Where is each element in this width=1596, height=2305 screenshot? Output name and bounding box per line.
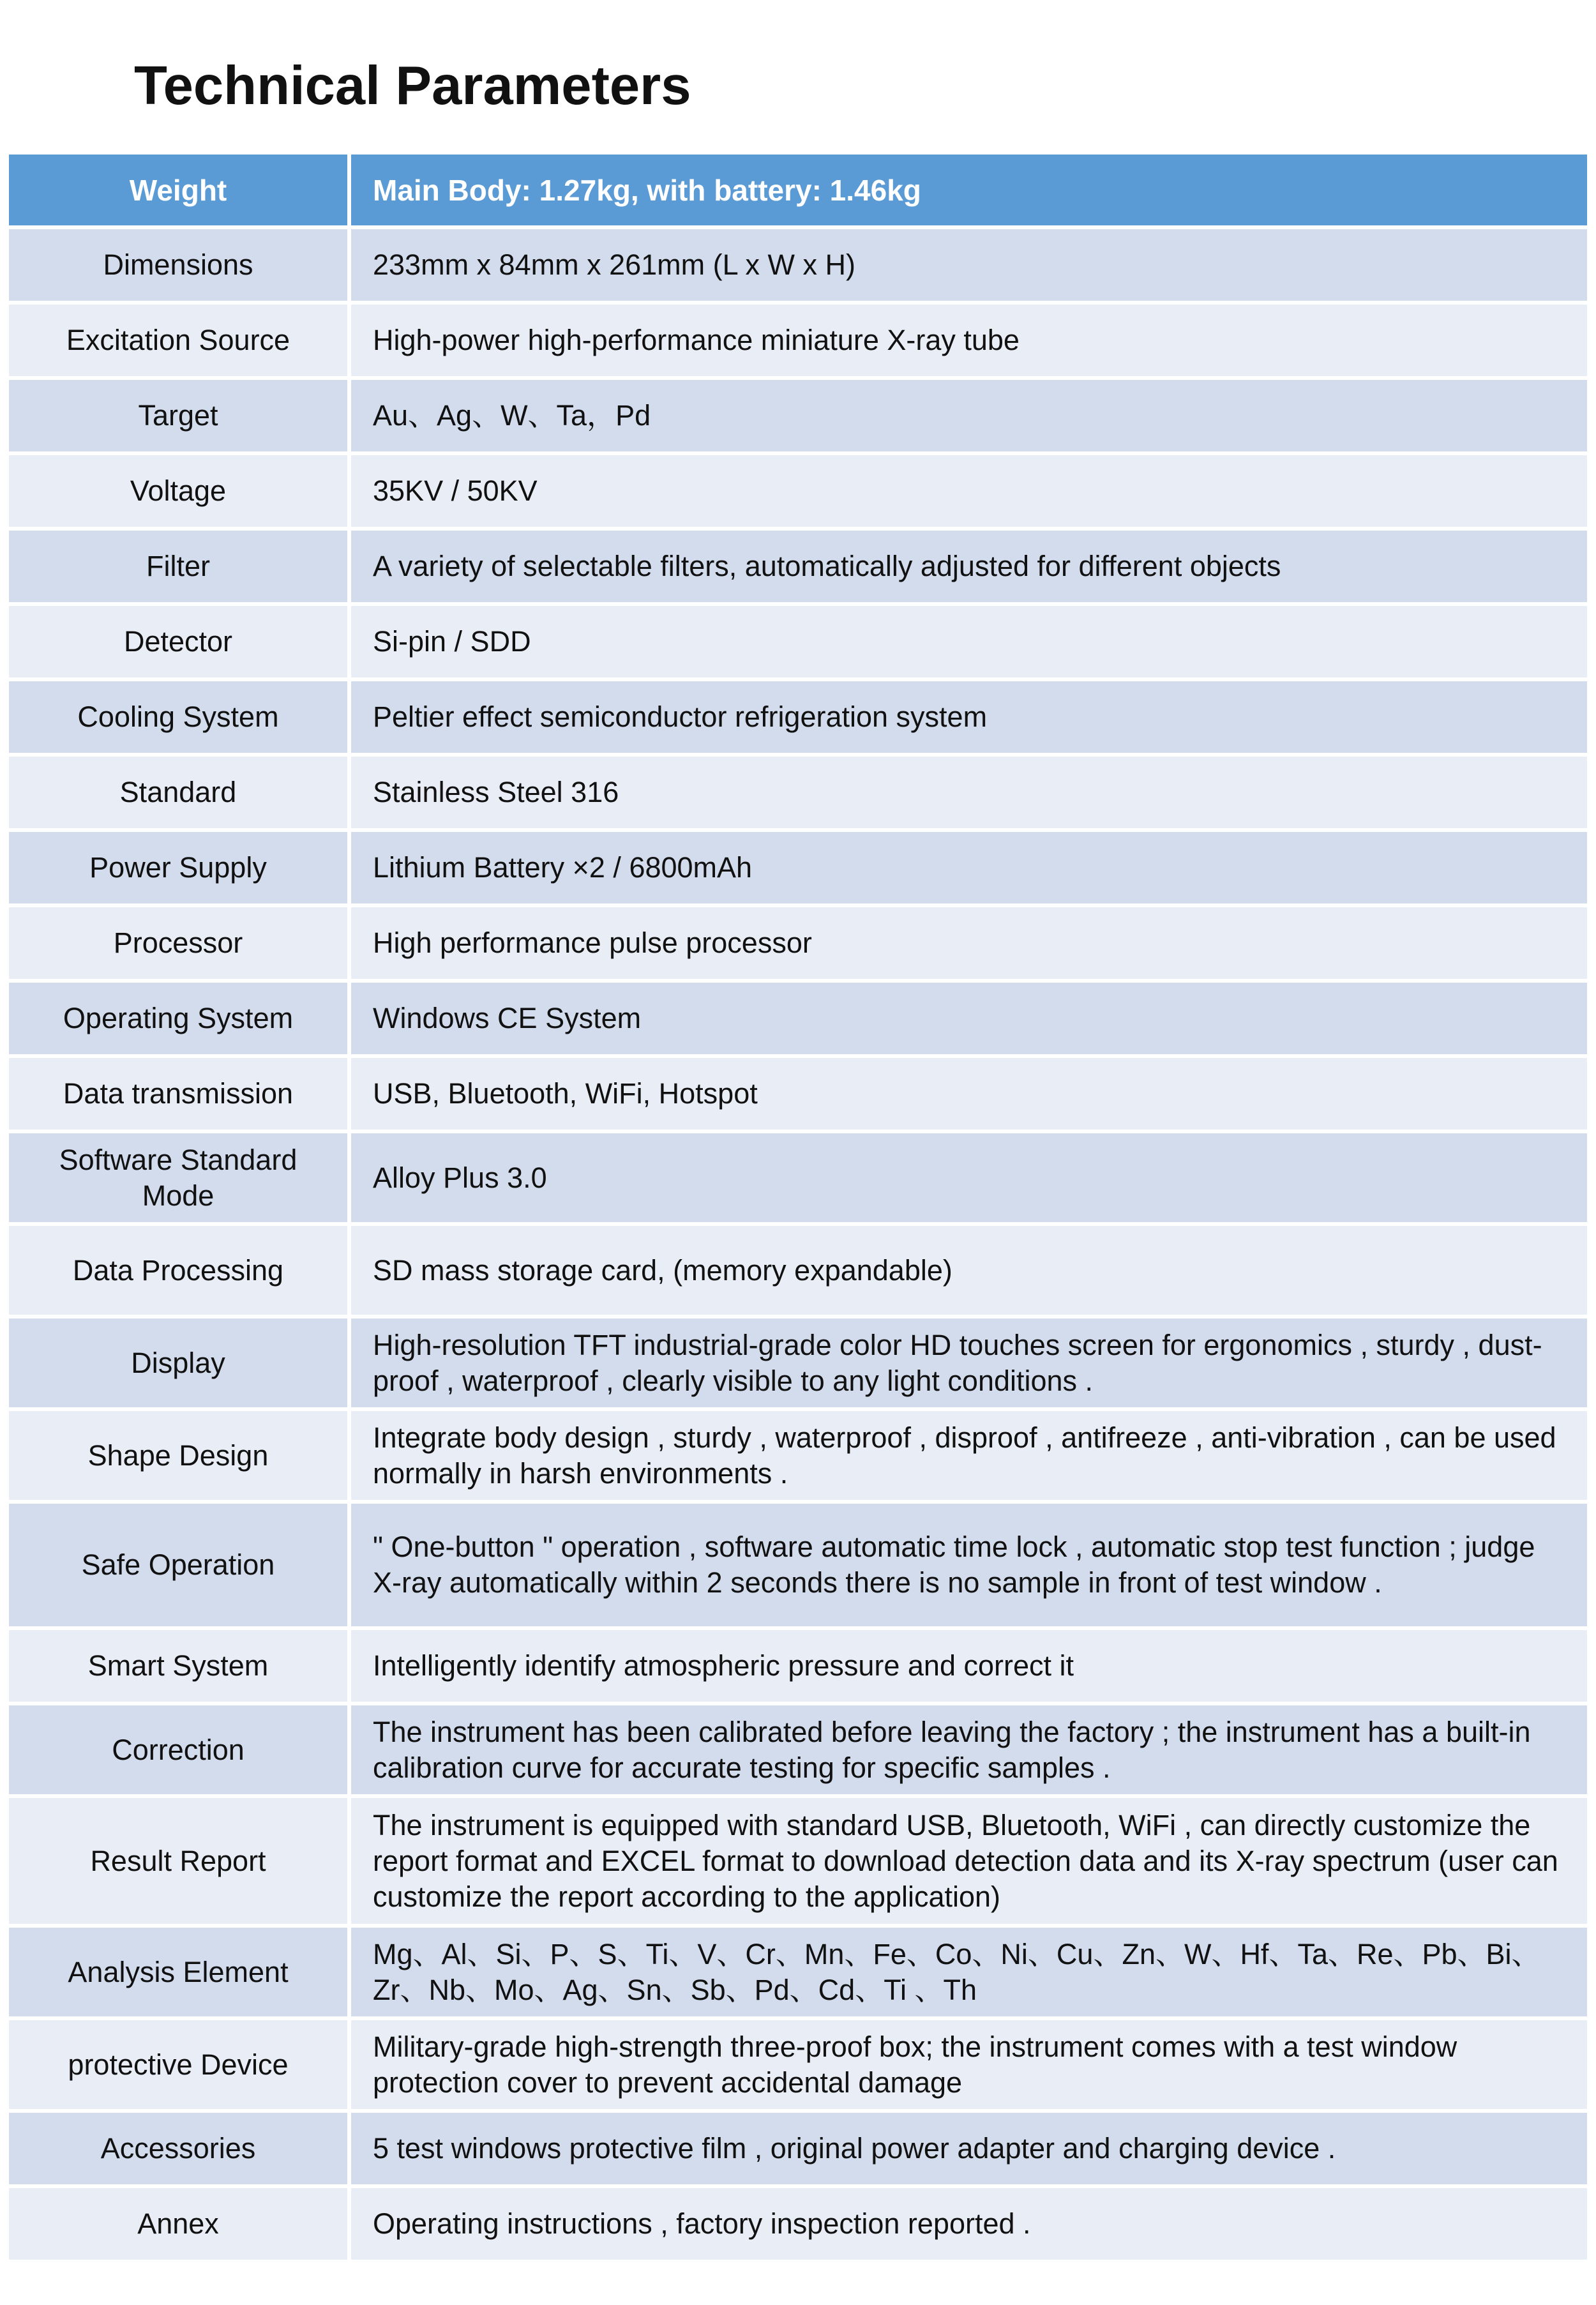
table-row [9,757,1587,832]
param-label: protective Device [9,2020,351,2109]
param-value: High performance pulse processor [373,926,812,959]
param-label: Smart System [9,1630,351,1702]
param-value: Military-grade high-strength three-proof box; the instrument comes with a test window protection cover to prevent accidental damage [373,2030,1457,2099]
param-value: High-power high-performance miniature X-ray tube [373,324,1020,356]
param-value: Intelligently identify atmospheric pressure and correct it [373,1649,1074,1682]
table-row [9,455,1587,531]
spec-table [9,155,1587,2263]
param-label: Cooling System [9,681,351,753]
param-label: Annex [9,2188,351,2260]
param-label: Standard [9,757,351,828]
param-label: Software Standard Mode [9,1133,351,1222]
param-value: Alloy Plus 3.0 [373,1161,547,1194]
param-value: 5 test windows protective film , original power adapter and charging device . [373,2132,1336,2165]
table-row [9,380,1587,455]
table-row [9,305,1587,380]
header-label: Weight [9,155,351,225]
param-value: 233mm x 84mm x 261mm (L x W x H) [373,248,855,281]
table-row [9,2113,1587,2188]
param-label: Operating System [9,983,351,1054]
param-label: Result Report [9,1798,351,1924]
param-label: Processor [9,907,351,979]
param-label: Dimensions [9,229,351,301]
param-value: Au、Ag、W、Ta，Pd [373,399,651,432]
header-value: Main Body: 1.27kg, with battery: 1.46kg [373,173,921,207]
table-row [9,1226,1587,1319]
param-value: 35KV / 50KV [373,474,538,507]
param-label: Target [9,380,351,451]
param-value: The instrument has been calibrated before leaving the factory ; the instrument has a built-in calibration curve for accurate testing for specific samples . [373,1715,1531,1784]
param-value: The instrument is equipped with standard USB, Bluetooth, WiFi , can directly customize the report format and EXCEL format to download detection data and its X-ray spectrum (user can customize the report according to the application) [373,1808,1558,1913]
param-label: Safe Operation [9,1504,351,1626]
table-row [9,2020,1587,2113]
param-label: Data Processing [9,1226,351,1315]
param-value: Mg、Al、Si、P、S、Ti、V、Cr、Mn、Fe、Co、Ni、Cu、Zn、W、Hf、Ta、Re、Pb、Bi、Zr、Nb、Mo、Ag、Sn、Sb、Pd、Cd、Ti 、Th [373,1937,1540,2006]
table-row [9,1504,1587,1630]
param-label: Accessories [9,2113,351,2184]
table-row [9,1928,1587,2020]
param-label: Voltage [9,455,351,527]
table-row [9,907,1587,983]
table-row [9,1319,1587,1411]
table-row [9,983,1587,1058]
table-row [9,606,1587,681]
param-label: Power Supply [9,832,351,903]
param-value: Stainless Steel 316 [373,776,619,808]
table-row [9,1058,1587,1133]
param-value: A variety of selectable filters, automatically adjusted for different objects [373,550,1281,582]
param-value: Si-pin / SDD [373,625,531,658]
param-label: Shape Design [9,1411,351,1500]
param-label: Correction [9,1705,351,1794]
param-label: Filter [9,531,351,602]
param-value: USB, Bluetooth, WiFi, Hotspot [373,1077,758,1110]
table-row [9,229,1587,305]
param-value: High-resolution TFT industrial-grade color HD touches screen for ergonomics , sturdy , dust-proof , waterproof , clearly visible to any light conditions . [373,1328,1542,1397]
param-value: Windows CE System [373,1002,642,1034]
param-value: " One-button " operation , software automatic time lock , automatic stop test function ; judge X-ray automatically within 2 seconds there is no sample in front of test window . [373,1530,1535,1599]
table-row [9,1798,1587,1928]
param-label: Detector [9,606,351,677]
param-label: Display [9,1319,351,1407]
page-title: Technical Parameters [134,56,691,116]
param-value: SD mass storage card, (memory expandable) [373,1253,952,1287]
table-row [9,531,1587,606]
table-row [9,681,1587,757]
param-label: Excitation Source [9,305,351,376]
table-header-row [9,155,1587,229]
table-row [9,1411,1587,1504]
table-row [9,2188,1587,2263]
param-value: Operating instructions , factory inspection reported . [373,2207,1031,2240]
table-row [9,832,1587,907]
param-value: Lithium Battery ×2 / 6800mAh [373,851,753,884]
param-value: Integrate body design , sturdy , waterproof , disproof , antifreeze , anti-vibration , can be used normally in harsh environments . [373,1421,1556,1490]
param-label: Analysis Element [9,1928,351,2016]
param-value: Peltier effect semiconductor refrigeration system [373,700,988,733]
table-row [9,1133,1587,1226]
table-row [9,1630,1587,1705]
param-label: Data transmission [9,1058,351,1130]
table-row [9,1705,1587,1798]
